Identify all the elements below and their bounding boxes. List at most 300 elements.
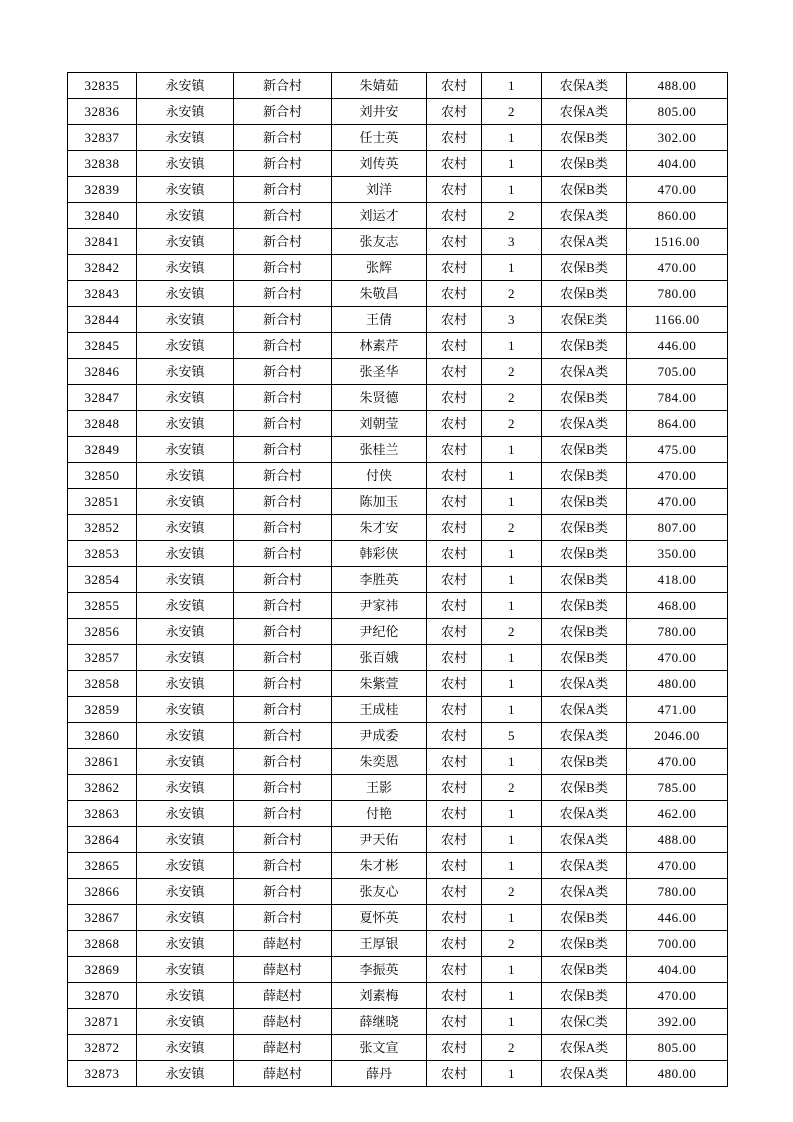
cell-id: 32835 <box>68 73 137 99</box>
cell-town: 永安镇 <box>137 1035 234 1061</box>
cell-insurance_type: 农保B类 <box>542 957 627 983</box>
cell-insurance_type: 农保B类 <box>542 385 627 411</box>
cell-town: 永安镇 <box>137 203 234 229</box>
cell-category: 农村 <box>427 177 482 203</box>
cell-town: 永安镇 <box>137 333 234 359</box>
cell-amount: 780.00 <box>627 281 728 307</box>
cell-insurance_type: 农保A类 <box>542 99 627 125</box>
cell-count: 2 <box>482 359 542 385</box>
cell-town: 永安镇 <box>137 307 234 333</box>
cell-id: 32866 <box>68 879 137 905</box>
cell-insurance_type: 农保A类 <box>542 411 627 437</box>
cell-category: 农村 <box>427 359 482 385</box>
cell-town: 永安镇 <box>137 463 234 489</box>
cell-id: 32867 <box>68 905 137 931</box>
table-row <box>68 515 728 541</box>
cell-name: 张辉 <box>332 255 427 281</box>
cell-village: 新合村 <box>234 541 332 567</box>
cell-count: 1 <box>482 73 542 99</box>
cell-village: 新合村 <box>234 567 332 593</box>
table-row <box>68 853 728 879</box>
table-row <box>68 957 728 983</box>
cell-category: 农村 <box>427 1061 482 1087</box>
cell-town: 永安镇 <box>137 593 234 619</box>
cell-name: 张圣华 <box>332 359 427 385</box>
cell-id: 32871 <box>68 1009 137 1035</box>
cell-village: 新合村 <box>234 437 332 463</box>
cell-village: 新合村 <box>234 671 332 697</box>
cell-category: 农村 <box>427 619 482 645</box>
cell-count: 2 <box>482 879 542 905</box>
cell-name: 付侠 <box>332 463 427 489</box>
cell-id: 32843 <box>68 281 137 307</box>
cell-name: 朱才彬 <box>332 853 427 879</box>
cell-town: 永安镇 <box>137 905 234 931</box>
cell-town: 永安镇 <box>137 1009 234 1035</box>
cell-id: 32847 <box>68 385 137 411</box>
cell-amount: 805.00 <box>627 99 728 125</box>
table-row <box>68 463 728 489</box>
cell-count: 1 <box>482 905 542 931</box>
cell-amount: 392.00 <box>627 1009 728 1035</box>
cell-count: 2 <box>482 411 542 437</box>
table-row <box>68 411 728 437</box>
cell-village: 薛赵村 <box>234 1009 332 1035</box>
cell-category: 农村 <box>427 723 482 749</box>
cell-village: 新合村 <box>234 489 332 515</box>
cell-count: 1 <box>482 697 542 723</box>
cell-amount: 784.00 <box>627 385 728 411</box>
table-row <box>68 1061 728 1087</box>
cell-category: 农村 <box>427 281 482 307</box>
table-row <box>68 931 728 957</box>
cell-village: 薛赵村 <box>234 983 332 1009</box>
cell-village: 薛赵村 <box>234 1035 332 1061</box>
cell-id: 32849 <box>68 437 137 463</box>
cell-category: 农村 <box>427 411 482 437</box>
cell-amount: 470.00 <box>627 853 728 879</box>
table-row <box>68 1009 728 1035</box>
cell-category: 农村 <box>427 463 482 489</box>
cell-town: 永安镇 <box>137 749 234 775</box>
cell-town: 永安镇 <box>137 567 234 593</box>
cell-id: 32863 <box>68 801 137 827</box>
cell-count: 2 <box>482 203 542 229</box>
cell-id: 32845 <box>68 333 137 359</box>
table-row <box>68 359 728 385</box>
cell-amount: 1166.00 <box>627 307 728 333</box>
cell-insurance_type: 农保B类 <box>542 567 627 593</box>
table-row <box>68 671 728 697</box>
table-body <box>68 73 728 1087</box>
cell-category: 农村 <box>427 775 482 801</box>
cell-insurance_type: 农保A类 <box>542 697 627 723</box>
cell-category: 农村 <box>427 905 482 931</box>
cell-village: 新合村 <box>234 879 332 905</box>
cell-insurance_type: 农保A类 <box>542 203 627 229</box>
cell-id: 32853 <box>68 541 137 567</box>
cell-id: 32872 <box>68 1035 137 1061</box>
cell-name: 尹天佑 <box>332 827 427 853</box>
cell-id: 32841 <box>68 229 137 255</box>
cell-name: 朱贤德 <box>332 385 427 411</box>
cell-count: 1 <box>482 853 542 879</box>
cell-amount: 807.00 <box>627 515 728 541</box>
cell-amount: 302.00 <box>627 125 728 151</box>
table-row <box>68 385 728 411</box>
cell-village: 新合村 <box>234 619 332 645</box>
cell-amount: 350.00 <box>627 541 728 567</box>
cell-name: 朱敬昌 <box>332 281 427 307</box>
cell-insurance_type: 农保B类 <box>542 437 627 463</box>
cell-insurance_type: 农保B类 <box>542 489 627 515</box>
table-row <box>68 905 728 931</box>
cell-count: 1 <box>482 983 542 1009</box>
cell-town: 永安镇 <box>137 385 234 411</box>
cell-category: 农村 <box>427 645 482 671</box>
cell-id: 32868 <box>68 931 137 957</box>
cell-category: 农村 <box>427 255 482 281</box>
table-row <box>68 1035 728 1061</box>
cell-amount: 446.00 <box>627 905 728 931</box>
cell-village: 新合村 <box>234 515 332 541</box>
cell-village: 新合村 <box>234 411 332 437</box>
cell-insurance_type: 农保B类 <box>542 281 627 307</box>
cell-id: 32854 <box>68 567 137 593</box>
cell-village: 新合村 <box>234 177 332 203</box>
cell-name: 任士英 <box>332 125 427 151</box>
cell-insurance_type: 农保E类 <box>542 307 627 333</box>
cell-id: 32862 <box>68 775 137 801</box>
cell-village: 新合村 <box>234 151 332 177</box>
table-row <box>68 749 728 775</box>
cell-town: 永安镇 <box>137 281 234 307</box>
cell-insurance_type: 农保A类 <box>542 73 627 99</box>
cell-count: 2 <box>482 99 542 125</box>
cell-town: 永安镇 <box>137 645 234 671</box>
cell-category: 农村 <box>427 73 482 99</box>
cell-insurance_type: 农保A类 <box>542 671 627 697</box>
cell-category: 农村 <box>427 489 482 515</box>
cell-amount: 462.00 <box>627 801 728 827</box>
cell-amount: 468.00 <box>627 593 728 619</box>
cell-name: 王倩 <box>332 307 427 333</box>
cell-count: 1 <box>482 827 542 853</box>
cell-id: 32852 <box>68 515 137 541</box>
cell-town: 永安镇 <box>137 931 234 957</box>
cell-town: 永安镇 <box>137 619 234 645</box>
cell-category: 农村 <box>427 593 482 619</box>
cell-amount: 2046.00 <box>627 723 728 749</box>
cell-insurance_type: 农保C类 <box>542 1009 627 1035</box>
cell-id: 32865 <box>68 853 137 879</box>
cell-amount: 488.00 <box>627 827 728 853</box>
cell-town: 永安镇 <box>137 983 234 1009</box>
cell-insurance_type: 农保A类 <box>542 801 627 827</box>
cell-category: 农村 <box>427 827 482 853</box>
cell-id: 32838 <box>68 151 137 177</box>
cell-amount: 470.00 <box>627 489 728 515</box>
table-row <box>68 203 728 229</box>
cell-count: 1 <box>482 593 542 619</box>
cell-name: 王厚银 <box>332 931 427 957</box>
cell-town: 永安镇 <box>137 515 234 541</box>
table-row <box>68 541 728 567</box>
cell-insurance_type: 农保A类 <box>542 879 627 905</box>
cell-name: 张文宣 <box>332 1035 427 1061</box>
cell-name: 刘井安 <box>332 99 427 125</box>
cell-name: 张友心 <box>332 879 427 905</box>
table-row <box>68 437 728 463</box>
cell-name: 张友志 <box>332 229 427 255</box>
cell-category: 农村 <box>427 879 482 905</box>
cell-id: 32870 <box>68 983 137 1009</box>
cell-id: 32844 <box>68 307 137 333</box>
cell-insurance_type: 农保B类 <box>542 463 627 489</box>
cell-id: 32836 <box>68 99 137 125</box>
cell-name: 朱婧茹 <box>332 73 427 99</box>
cell-amount: 805.00 <box>627 1035 728 1061</box>
table-row <box>68 723 728 749</box>
cell-category: 农村 <box>427 125 482 151</box>
cell-insurance_type: 农保A类 <box>542 827 627 853</box>
cell-amount: 864.00 <box>627 411 728 437</box>
cell-insurance_type: 农保B类 <box>542 541 627 567</box>
table-row <box>68 255 728 281</box>
cell-category: 农村 <box>427 151 482 177</box>
table-row <box>68 593 728 619</box>
cell-category: 农村 <box>427 333 482 359</box>
table-row <box>68 775 728 801</box>
cell-name: 尹家祎 <box>332 593 427 619</box>
cell-name: 林素芹 <box>332 333 427 359</box>
cell-insurance_type: 农保B类 <box>542 125 627 151</box>
cell-name: 刘洋 <box>332 177 427 203</box>
cell-amount: 780.00 <box>627 619 728 645</box>
cell-amount: 418.00 <box>627 567 728 593</box>
cell-id: 32864 <box>68 827 137 853</box>
cell-amount: 480.00 <box>627 1061 728 1087</box>
cell-count: 2 <box>482 619 542 645</box>
cell-id: 32848 <box>68 411 137 437</box>
cell-count: 1 <box>482 567 542 593</box>
cell-id: 32842 <box>68 255 137 281</box>
cell-count: 1 <box>482 957 542 983</box>
cell-town: 永安镇 <box>137 1061 234 1087</box>
cell-village: 新合村 <box>234 229 332 255</box>
cell-insurance_type: 农保A类 <box>542 1035 627 1061</box>
cell-insurance_type: 农保A类 <box>542 723 627 749</box>
cell-count: 1 <box>482 1061 542 1087</box>
cell-id: 32861 <box>68 749 137 775</box>
cell-amount: 488.00 <box>627 73 728 99</box>
cell-count: 1 <box>482 1009 542 1035</box>
cell-town: 永安镇 <box>137 229 234 255</box>
cell-id: 32837 <box>68 125 137 151</box>
table-row <box>68 229 728 255</box>
cell-town: 永安镇 <box>137 359 234 385</box>
cell-name: 朱才安 <box>332 515 427 541</box>
cell-village: 新合村 <box>234 203 332 229</box>
cell-insurance_type: 农保B类 <box>542 593 627 619</box>
cell-id: 32850 <box>68 463 137 489</box>
insurance-records-table <box>67 72 728 1087</box>
cell-id: 32873 <box>68 1061 137 1087</box>
cell-name: 刘素梅 <box>332 983 427 1009</box>
cell-category: 农村 <box>427 749 482 775</box>
cell-category: 农村 <box>427 853 482 879</box>
cell-village: 新合村 <box>234 749 332 775</box>
cell-category: 农村 <box>427 567 482 593</box>
cell-count: 1 <box>482 801 542 827</box>
cell-amount: 705.00 <box>627 359 728 385</box>
cell-amount: 785.00 <box>627 775 728 801</box>
cell-id: 32846 <box>68 359 137 385</box>
cell-id: 32856 <box>68 619 137 645</box>
cell-insurance_type: 农保A类 <box>542 853 627 879</box>
cell-count: 1 <box>482 333 542 359</box>
table-row <box>68 125 728 151</box>
cell-name: 尹纪伦 <box>332 619 427 645</box>
table-row <box>68 307 728 333</box>
cell-village: 新合村 <box>234 333 332 359</box>
cell-village: 新合村 <box>234 99 332 125</box>
cell-town: 永安镇 <box>137 99 234 125</box>
cell-name: 付艳 <box>332 801 427 827</box>
cell-amount: 470.00 <box>627 749 728 775</box>
cell-town: 永安镇 <box>137 73 234 99</box>
cell-insurance_type: 农保A类 <box>542 1061 627 1087</box>
cell-town: 永安镇 <box>137 125 234 151</box>
cell-village: 新合村 <box>234 853 332 879</box>
cell-town: 永安镇 <box>137 723 234 749</box>
cell-name: 王成桂 <box>332 697 427 723</box>
cell-village: 新合村 <box>234 723 332 749</box>
cell-town: 永安镇 <box>137 697 234 723</box>
cell-id: 32860 <box>68 723 137 749</box>
cell-town: 永安镇 <box>137 541 234 567</box>
cell-insurance_type: 农保B类 <box>542 515 627 541</box>
cell-insurance_type: 农保B类 <box>542 749 627 775</box>
cell-name: 刘朝莹 <box>332 411 427 437</box>
cell-category: 农村 <box>427 385 482 411</box>
cell-village: 新合村 <box>234 593 332 619</box>
table-row <box>68 801 728 827</box>
cell-amount: 860.00 <box>627 203 728 229</box>
cell-insurance_type: 农保B类 <box>542 333 627 359</box>
cell-name: 薛丹 <box>332 1061 427 1087</box>
cell-name: 陈加玉 <box>332 489 427 515</box>
cell-town: 永安镇 <box>137 775 234 801</box>
cell-category: 农村 <box>427 1035 482 1061</box>
cell-name: 朱奕恩 <box>332 749 427 775</box>
table-row <box>68 879 728 905</box>
cell-id: 32855 <box>68 593 137 619</box>
cell-town: 永安镇 <box>137 671 234 697</box>
cell-village: 新合村 <box>234 281 332 307</box>
cell-count: 2 <box>482 1035 542 1061</box>
cell-category: 农村 <box>427 203 482 229</box>
table-row <box>68 983 728 1009</box>
cell-village: 薛赵村 <box>234 957 332 983</box>
cell-category: 农村 <box>427 1009 482 1035</box>
cell-amount: 780.00 <box>627 879 728 905</box>
cell-count: 1 <box>482 645 542 671</box>
cell-village: 薛赵村 <box>234 1061 332 1087</box>
cell-village: 新合村 <box>234 697 332 723</box>
cell-town: 永安镇 <box>137 437 234 463</box>
cell-town: 永安镇 <box>137 827 234 853</box>
cell-count: 5 <box>482 723 542 749</box>
cell-village: 新合村 <box>234 307 332 333</box>
cell-insurance_type: 农保B类 <box>542 905 627 931</box>
cell-insurance_type: 农保B类 <box>542 255 627 281</box>
cell-village: 新合村 <box>234 463 332 489</box>
cell-village: 新合村 <box>234 73 332 99</box>
cell-town: 永安镇 <box>137 853 234 879</box>
cell-amount: 470.00 <box>627 177 728 203</box>
cell-amount: 470.00 <box>627 255 728 281</box>
cell-name: 王影 <box>332 775 427 801</box>
cell-amount: 470.00 <box>627 463 728 489</box>
cell-id: 32858 <box>68 671 137 697</box>
table-row <box>68 567 728 593</box>
cell-category: 农村 <box>427 437 482 463</box>
cell-village: 新合村 <box>234 827 332 853</box>
cell-town: 永安镇 <box>137 255 234 281</box>
table-row <box>68 99 728 125</box>
cell-town: 永安镇 <box>137 411 234 437</box>
cell-category: 农村 <box>427 671 482 697</box>
cell-count: 1 <box>482 125 542 151</box>
cell-id: 32859 <box>68 697 137 723</box>
cell-id: 32840 <box>68 203 137 229</box>
cell-name: 夏怀英 <box>332 905 427 931</box>
cell-category: 农村 <box>427 541 482 567</box>
cell-amount: 480.00 <box>627 671 728 697</box>
cell-name: 刘运才 <box>332 203 427 229</box>
cell-insurance_type: 农保B类 <box>542 619 627 645</box>
cell-count: 2 <box>482 515 542 541</box>
table-row <box>68 73 728 99</box>
cell-id: 32851 <box>68 489 137 515</box>
cell-name: 薛继晓 <box>332 1009 427 1035</box>
cell-count: 1 <box>482 541 542 567</box>
cell-amount: 1516.00 <box>627 229 728 255</box>
table-row <box>68 281 728 307</box>
table-row <box>68 333 728 359</box>
cell-town: 永安镇 <box>137 489 234 515</box>
cell-town: 永安镇 <box>137 177 234 203</box>
cell-town: 永安镇 <box>137 957 234 983</box>
cell-count: 1 <box>482 749 542 775</box>
cell-category: 农村 <box>427 307 482 333</box>
table-row <box>68 177 728 203</box>
cell-count: 2 <box>482 775 542 801</box>
cell-count: 2 <box>482 931 542 957</box>
cell-count: 2 <box>482 385 542 411</box>
cell-count: 1 <box>482 437 542 463</box>
cell-name: 刘传英 <box>332 151 427 177</box>
cell-village: 新合村 <box>234 255 332 281</box>
cell-count: 3 <box>482 229 542 255</box>
cell-amount: 470.00 <box>627 983 728 1009</box>
cell-category: 农村 <box>427 99 482 125</box>
cell-insurance_type: 农保B类 <box>542 151 627 177</box>
cell-insurance_type: 农保B类 <box>542 931 627 957</box>
table-row <box>68 151 728 177</box>
cell-id: 32869 <box>68 957 137 983</box>
